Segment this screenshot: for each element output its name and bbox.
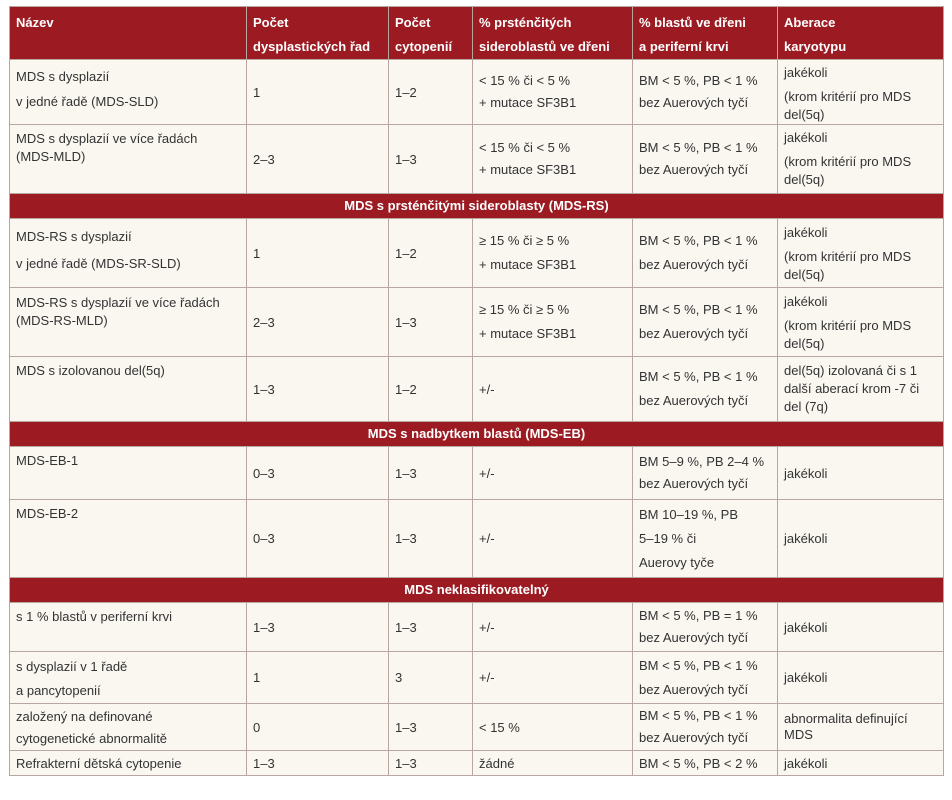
cell-ring-sideroblasts: < 15 % [473, 704, 633, 751]
table-row [10, 704, 944, 751]
cell-name: MDS-RS s dysplazií ve více řadách (MDS-RS-MLD) [10, 288, 247, 357]
cell-karyotype: jakékoli (krom kritérií pro MDS del(5q) [778, 60, 944, 125]
cell-dysplastic: 0 [247, 704, 389, 751]
cell-cytopenia: 1–3 [389, 704, 473, 751]
header-row [10, 7, 944, 60]
cell-cytopenia: 1–3 [389, 603, 473, 652]
cell-dysplastic: 2–3 [247, 125, 389, 194]
cell-blasts: BM < 5 %, PB < 1 % bez Auerových tyčí [633, 219, 778, 288]
cell-cytopenia: 1–2 [389, 357, 473, 422]
table-row [10, 447, 944, 500]
cell-name: MDS-EB-2 [10, 500, 247, 578]
cell-karyotype: abnormalita definující MDS [778, 704, 944, 751]
header-dysplastic-lines: Počet dysplastických řad [247, 7, 389, 60]
header-cytopenias: Počet cytopenií [389, 7, 473, 60]
cell-cytopenia: 1–3 [389, 500, 473, 578]
cell-ring-sideroblasts: ≥ 15 % či ≥ 5 % + mutace SF3B1 [473, 288, 633, 357]
cell-karyotype: jakékoli (krom kritérií pro MDS del(5q) [778, 219, 944, 288]
table-row [10, 60, 944, 125]
table-row [10, 603, 944, 652]
cell-name: MDS-EB-1 [10, 447, 247, 500]
table-row [10, 288, 944, 357]
header-karyotype: Aberace karyotypu [778, 7, 944, 60]
cell-karyotype: jakékoli [778, 603, 944, 652]
cell-name: MDS s izolovanou del(5q) [10, 357, 247, 422]
cell-blasts: BM < 5 %, PB = 1 % bez Auerových tyčí [633, 603, 778, 652]
cell-dysplastic: 1 [247, 60, 389, 125]
section-row-eb [10, 422, 944, 447]
cell-blasts: BM < 5 %, PB < 1 % bez Auerových tyčí [633, 288, 778, 357]
cell-karyotype: jakékoli (krom kritérií pro MDS del(5q) [778, 288, 944, 357]
cell-dysplastic: 0–3 [247, 447, 389, 500]
cell-blasts: BM < 5 %, PB < 2 % [633, 751, 778, 776]
cell-name: MDS-RS s dysplazií v jedné řadě (MDS-SR-SLD) [10, 219, 247, 288]
cell-karyotype: jakékoli [778, 500, 944, 578]
table-row [10, 751, 944, 776]
section-title: MDS s nadbytkem blastů (MDS-EB) [10, 422, 944, 447]
cell-dysplastic: 1 [247, 219, 389, 288]
cell-karyotype: jakékoli [778, 652, 944, 704]
cell-cytopenia: 3 [389, 652, 473, 704]
cell-dysplastic: 1–3 [247, 603, 389, 652]
mds-classification-table-wrapper [9, 6, 943, 776]
cell-cytopenia: 1–3 [389, 125, 473, 194]
section-title: MDS neklasifikovatelný [10, 578, 944, 603]
cell-ring-sideroblasts: +/- [473, 447, 633, 500]
table-row [10, 500, 944, 578]
cell-karyotype: jakékoli (krom kritérií pro MDS del(5q) [778, 125, 944, 194]
cell-cytopenia: 1–3 [389, 288, 473, 357]
cell-ring-sideroblasts: žádné [473, 751, 633, 776]
cell-ring-sideroblasts: +/- [473, 652, 633, 704]
cell-blasts: BM < 5 %, PB < 1 % bez Auerových tyčí [633, 60, 778, 125]
cell-name: MDS s dysplazií v jedné řadě (MDS-SLD) [10, 60, 247, 125]
header-name: Název [10, 7, 247, 60]
header-ring-sideroblasts: % prsténčitých sideroblastů ve dřeni [473, 7, 633, 60]
cell-cytopenia: 1–3 [389, 447, 473, 500]
cell-dysplastic: 1–3 [247, 357, 389, 422]
cell-karyotype: jakékoli [778, 447, 944, 500]
cell-blasts: BM < 5 %, PB < 1 % bez Auerových tyčí [633, 652, 778, 704]
cell-cytopenia: 1–2 [389, 60, 473, 125]
cell-dysplastic: 0–3 [247, 500, 389, 578]
table-row [10, 357, 944, 422]
cell-ring-sideroblasts: ≥ 15 % či ≥ 5 % + mutace SF3B1 [473, 219, 633, 288]
cell-blasts: BM < 5 %, PB < 1 % bez Auerových tyčí [633, 125, 778, 194]
cell-ring-sideroblasts: < 15 % či < 5 % + mutace SF3B1 [473, 60, 633, 125]
cell-name: založený na definované cytogenetické abnormalitě [10, 704, 247, 751]
cell-blasts: BM < 5 %, PB < 1 % bez Auerových tyčí [633, 357, 778, 422]
mds-classification-table [9, 6, 944, 776]
cell-name: s 1 % blastů v periferní krvi [10, 603, 247, 652]
table-row [10, 219, 944, 288]
header-blasts: % blastů ve dřeni a periferní krvi [633, 7, 778, 60]
cell-dysplastic: 2–3 [247, 288, 389, 357]
cell-ring-sideroblasts: +/- [473, 500, 633, 578]
section-row-rs [10, 194, 944, 219]
cell-karyotype: del(5q) izolovaná či s 1 další aberací krom -7 či del (7q) [778, 357, 944, 422]
table-row [10, 125, 944, 194]
cell-ring-sideroblasts: +/- [473, 603, 633, 652]
cell-karyotype: jakékoli [778, 751, 944, 776]
cell-blasts: BM 10–19 %, PB 5–19 % či Auerovy tyče [633, 500, 778, 578]
table-row [10, 652, 944, 704]
cell-ring-sideroblasts: +/- [473, 357, 633, 422]
cell-name: s dysplazií v 1 řadě a pancytopenií [10, 652, 247, 704]
cell-blasts: BM 5–9 %, PB 2–4 % bez Auerových tyčí [633, 447, 778, 500]
cell-cytopenia: 1–3 [389, 751, 473, 776]
cell-name: MDS s dysplazií ve více řadách (MDS-MLD) [10, 125, 247, 194]
cell-cytopenia: 1–2 [389, 219, 473, 288]
cell-blasts: BM < 5 %, PB < 1 % bez Auerových tyčí [633, 704, 778, 751]
cell-name: Refrakterní dětská cytopenie [10, 751, 247, 776]
cell-dysplastic: 1–3 [247, 751, 389, 776]
section-title: MDS s prsténčitými sideroblasty (MDS-RS) [10, 194, 944, 219]
section-row-unclassifiable [10, 578, 944, 603]
cell-ring-sideroblasts: < 15 % či < 5 % + mutace SF3B1 [473, 125, 633, 194]
cell-dysplastic: 1 [247, 652, 389, 704]
